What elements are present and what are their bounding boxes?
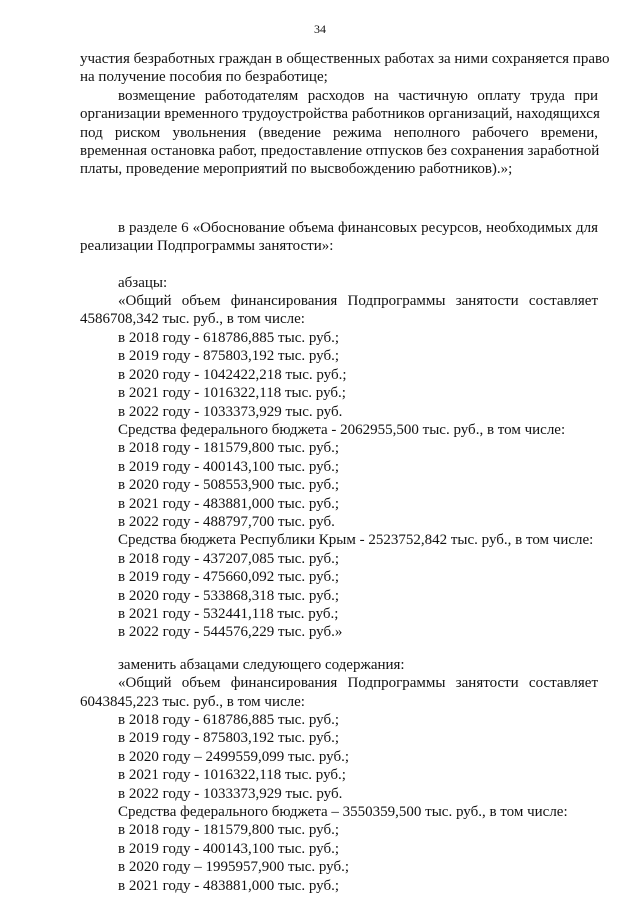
page-number: 34	[314, 22, 326, 36]
new-federal-year: в 2018 году - 181579,800 тыс. руб.;	[118, 822, 340, 839]
intro-line: на получение пособия по безработице;	[80, 69, 328, 86]
new-total-year: в 2019 году - 875803,192 тыс. руб.;	[118, 730, 340, 747]
old-federal-year: в 2019 году - 400143,100 тыс. руб.;	[118, 458, 340, 475]
intro-line: под риском увольнения (введение режима неполного рабочего времени,	[80, 124, 598, 141]
document-body	[0, 50, 640, 895]
old-federal-year: в 2022 году - 488797,700 тыс. руб.	[118, 513, 335, 530]
old-total-line: «Общий объем финансирования Подпрограммы занятости составляет	[118, 293, 598, 310]
new-total-line: «Общий объем финансирования Подпрограммы занятости составляет	[118, 675, 598, 692]
old-federal-year: в 2020 году - 508553,900 тыс. руб.;	[118, 477, 340, 494]
new-federal-year: в 2021 году - 483881,000 тыс. руб.;	[118, 877, 340, 894]
new-total-year: в 2018 году - 618786,885 тыс. руб.;	[118, 712, 340, 728]
old-crimea-year: в 2018 году - 437207,085 тыс. руб.;	[118, 550, 340, 567]
old-crimea-year: в 2020 году - 533868,318 тыс. руб.;	[118, 587, 340, 604]
old-federal-heading: Средства федерального бюджета - 2062955,500 тыс. руб., в том числе:	[118, 421, 566, 438]
old-block-label: абзацы:	[118, 274, 168, 291]
old-federal-year: в 2018 году - 181579,800 тыс. руб.;	[118, 440, 340, 457]
old-crimea-year: в 2021 году - 532441,118 тыс. руб.;	[118, 605, 339, 622]
new-total-year: в 2021 году - 1016322,118 тыс. руб.;	[118, 767, 346, 784]
old-total-line: 4586708,342 тыс. руб., в том числе:	[80, 311, 305, 328]
intro-line: временная остановка работ, предоставление отпусков без сохранения заработной	[80, 143, 600, 160]
intro-line: возмещение работодателям расходов на частичную оплату труда при	[118, 87, 598, 104]
section-line: в разделе 6 «Обоснование объема финансовых ресурсов, необходимых для	[118, 219, 598, 236]
new-federal-heading: Средства федерального бюджета – 3550359,500 тыс. руб., в том числе:	[118, 804, 568, 821]
old-total-year: в 2022 году - 1033373,929 тыс. руб.	[118, 403, 343, 420]
intro-line: участия безработных граждан в общественных работах за ними сохраняется право	[80, 51, 610, 67]
new-federal-year: в 2020 году – 1995957,900 тыс. руб.;	[118, 859, 350, 876]
new-total-line: 6043845,223 тыс. руб., в том числе:	[80, 693, 305, 710]
old-total-year: в 2019 году - 875803,192 тыс. руб.;	[118, 348, 340, 365]
section-line: реализации Подпрограммы занятости»:	[80, 238, 334, 255]
old-total-year: в 2021 году - 1016322,118 тыс. руб.;	[118, 385, 346, 402]
new-block-label: заменить абзацами следующего содержания:	[118, 656, 405, 673]
new-federal-year: в 2019 году - 400143,100 тыс. руб.;	[118, 840, 340, 857]
old-federal-year: в 2021 году - 483881,000 тыс. руб.;	[118, 495, 340, 512]
new-total-year: в 2022 году - 1033373,929 тыс. руб.	[118, 785, 343, 802]
intro-line: платы, проведение мероприятий по высвобождению работников).»;	[80, 161, 513, 178]
old-crimea-year: в 2022 году - 544576,229 тыс. руб.»	[118, 624, 343, 641]
new-total-year: в 2020 году – 2499559,099 тыс. руб.;	[118, 748, 350, 765]
old-crimea-heading: Средства бюджета Республики Крым - 2523752,842 тыс. руб., в том числе:	[118, 532, 594, 549]
old-crimea-year: в 2019 году - 475660,092 тыс. руб.;	[118, 569, 340, 586]
old-total-year: в 2018 году - 618786,885 тыс. руб.;	[118, 329, 340, 346]
intro-line: организации временного трудоустройства работников организаций, находящихся	[80, 106, 600, 123]
old-total-year: в 2020 году - 1042422,218 тыс. руб.;	[118, 366, 347, 383]
